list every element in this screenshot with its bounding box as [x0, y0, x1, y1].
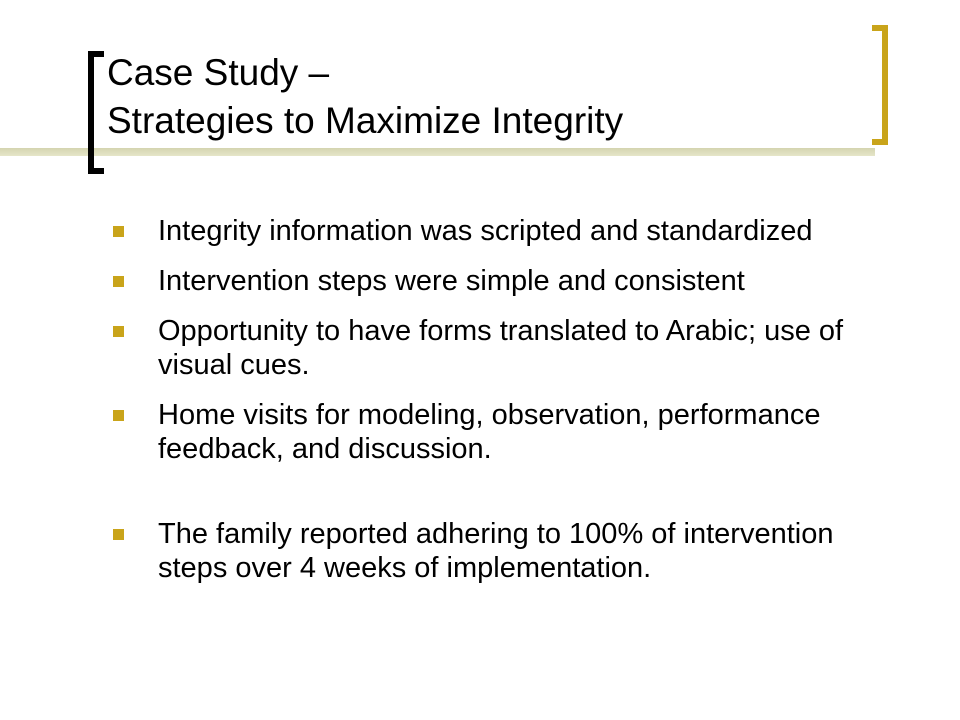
bullet-text: Home visits for modeling, observation, performance feedback, and discussion.	[158, 399, 821, 465]
square-bullet-icon	[113, 529, 124, 540]
slide-title-line-2: Strategies to Maximize Integrity	[107, 100, 624, 141]
slide-title	[107, 49, 623, 145]
bullet-item	[108, 314, 908, 382]
bullet-item	[108, 264, 908, 298]
square-bullet-icon	[113, 326, 124, 337]
bullet-item	[108, 517, 908, 585]
square-bullet-icon	[113, 226, 124, 237]
square-bullet-icon	[113, 410, 124, 421]
bullet-text: Intervention steps were simple and consistent	[158, 265, 745, 297]
left-bracket-decoration	[88, 51, 104, 174]
bullet-text: Integrity information was scripted and standardized	[158, 215, 813, 247]
bullet-item	[108, 214, 908, 248]
slide-title-line-1: Case Study –	[107, 52, 330, 93]
square-bullet-icon	[113, 276, 124, 287]
right-bracket-decoration	[872, 25, 888, 145]
bullet-text: Opportunity to have forms translated to Arabic; use of visual cues.	[158, 315, 844, 381]
bullet-text: The family reported adhering to 100% of intervention steps over 4 weeks of implementation.	[158, 518, 834, 584]
decorative-stripe	[0, 148, 875, 156]
bullet-item	[108, 398, 908, 466]
bullet-list	[108, 214, 908, 585]
